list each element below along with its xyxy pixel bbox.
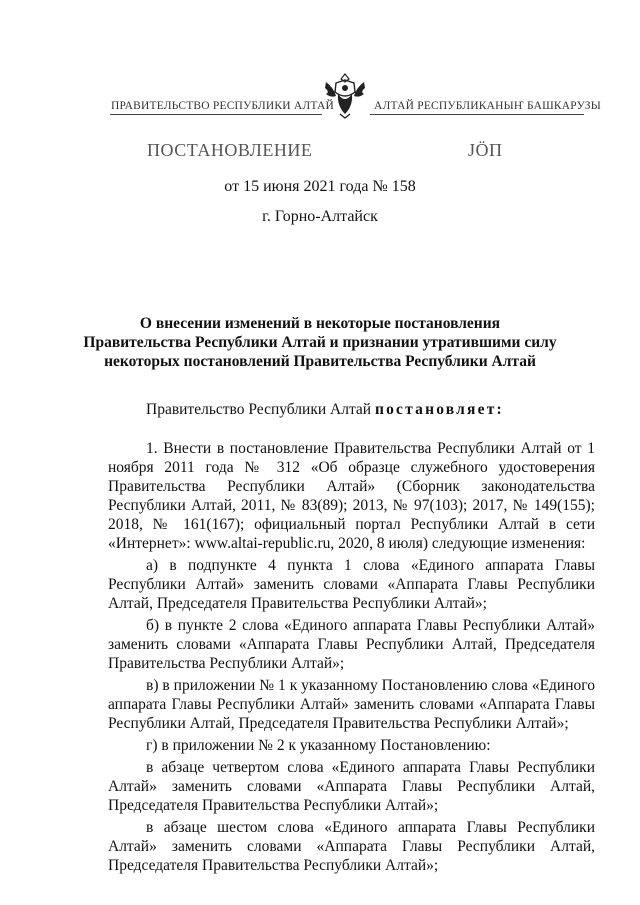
paragraph: б) в пункте 2 слова «Единого аппарата Главы Республики Алтай» заменить словами «Аппарата Главы Республики Алтай, Председателя Правительства Республики Алтай»; (108, 617, 595, 672)
doc-type-ru: ПОСТАНОВЛЕНИЕ (147, 140, 313, 160)
paragraph: в абзаце шестом слова «Единого аппарата Главы Республики Алтай» заменить словами «Аппарата Главы Республики Алтай, Председателя Правительства Республики Алтай»; (108, 819, 595, 874)
header-rule-right (370, 114, 584, 115)
doc-type-alt: ЈÖП (468, 140, 503, 160)
lead-emphasis: постановляет: (374, 401, 504, 418)
header-left-title: ПРАВИТЕЛЬСТВО РЕСПУБЛИКИ АЛТАЙ (111, 100, 335, 112)
title-line: Правительства Республики Алтай и признании утратившими силу (83, 334, 557, 351)
paragraph: 1. Внести в постановление Правительства Республики Алтай от 1 ноября 2011 года № 312 «Об образце служебного удостоверения Правительства Республики Алтай» (Сборник законодательства Республики Алтай, 2011, № 83(89); 2013, № 97(103); 2017, № 149(155); 2018, № 161(167); официальный портал Республики Алтай в сети «Интернет»: www.altai-republic.ru, 2020, 8 июля) следующие изменения: (108, 440, 595, 552)
resolution-lead (146, 400, 595, 419)
header-right-title: АЛТАЙ РЕСПУБЛИКАНЫҤ БАШКАРУЗЫ (374, 100, 601, 112)
date-number-line: от 15 июня 2021 года № 158 (224, 178, 416, 195)
lead-text: Правительство Республики Алтай (146, 401, 375, 418)
paragraph: в абзаце четвертом слова «Единого аппарата Главы Республики Алтай» заменить словами «Аппарата Главы Республики Алтай, Председателя Правительства Республики Алтай»; (108, 759, 595, 814)
document-title (80, 314, 560, 371)
paragraph: а) в подпункте 4 пункта 1 слова «Единого аппарата Главы Республики Алтай» заменить словами «Аппарата Главы Республики Алтай, Председателя Правительства Республики Алтай»; (108, 557, 595, 612)
altai-coat-of-arms-icon (322, 70, 368, 120)
title-line: некоторых постановлений Правительства Республики Алтай (104, 353, 536, 370)
document-body (108, 400, 595, 875)
paragraph: в) в приложении № 1 к указанному Постановлению слова «Единого аппарата Главы Республики Алтай» заменить словами «Аппарата Главы Республики Алтай, Председателя Правительства Республики Алтай»; (108, 677, 595, 732)
paragraph: г) в приложении № 2 к указанному Постановлению: (146, 737, 491, 754)
header-rule-left (110, 114, 322, 115)
title-line: О внесении изменений в некоторые постановления (139, 315, 501, 332)
city-line: г. Горно-Алтайск (262, 208, 378, 225)
